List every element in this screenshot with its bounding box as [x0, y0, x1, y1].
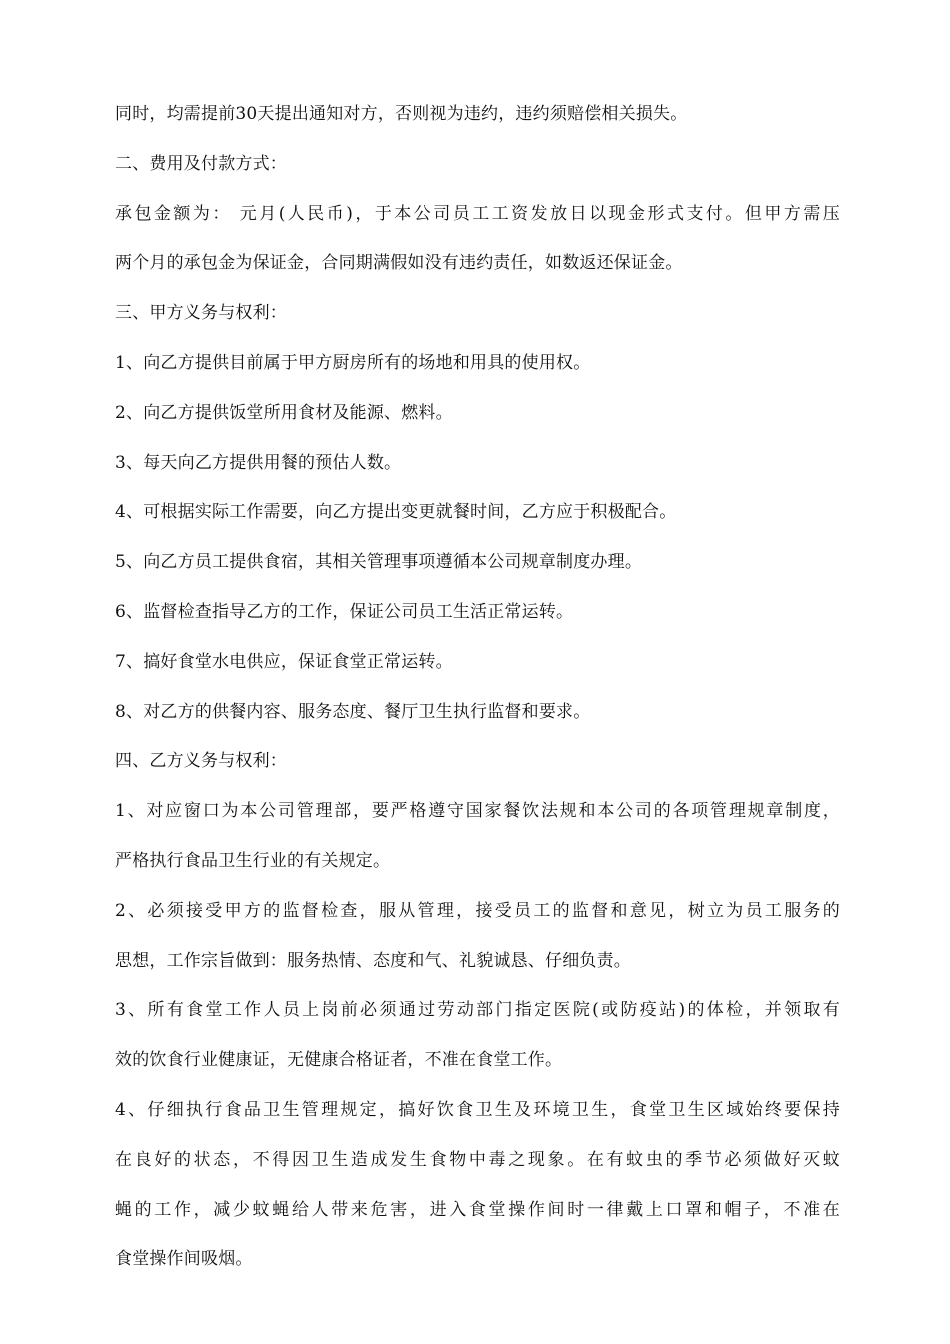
list-item: 1、对应窗口为本公司管理部，要严格遵守国家餐饮法规和本公司的各项管理规章制度， — [115, 801, 840, 822]
text-line: 承包金额为： 元月(人民币)，于本公司员工工资发放日以现金形式支付。但甲方需压 — [115, 203, 840, 224]
list-item: 2、向乙方提供饭堂所用食材及能源、燃料。 — [115, 402, 453, 423]
text-line: 同时，均需提前30天提出通知对方，否则视为违约，违约须赔偿相关损失。 — [115, 104, 688, 124]
section-heading-party-b: 四、乙方义务与权利： — [115, 751, 287, 772]
text-line: 思想，工作宗旨做到：服务热情、态度和气、礼貌诚恳、仔细负责。 — [115, 950, 631, 971]
section-heading-party-a: 三、甲方义务与权利： — [115, 303, 287, 324]
list-item: 2、必须接受甲方的监督检查，服从管理，接受员工的监督和意见，树立为员工服务的 — [115, 900, 840, 921]
text-line: 食堂操作间吸烟。 — [115, 1249, 253, 1270]
text-line: 严格执行食品卫生行业的有关规定。 — [115, 850, 391, 871]
text-line: 效的饮食行业健康证，无健康合格证者，不准在食堂工作。 — [115, 1050, 563, 1071]
list-item: 6、监督检查指导乙方的工作，保证公司员工生活正常运转。 — [115, 601, 574, 622]
list-item: 5、向乙方员工提供食宿，其相关管理事项遵循本公司规章制度办理。 — [115, 552, 643, 573]
text-line: 蝇的工作，减少蚊蝇给人带来危害，进入食堂操作间时一律戴上口罩和帽子，不准在 — [115, 1199, 840, 1220]
section-heading-fees: 二、费用及付款方式： — [115, 153, 287, 174]
list-item: 4、可根据实际工作需要，向乙方提出变更就餐时间，乙方应于积极配合。 — [115, 502, 677, 523]
list-item: 1、向乙方提供目前属于甲方厨房所有的场地和用具的使用权。 — [115, 352, 591, 373]
list-item: 3、所有食堂工作人员上岗前必须通过劳动部门指定医院(或防疫站)的体检，并领取有 — [115, 1000, 840, 1021]
list-item: 7、搞好食堂水电供应，保证食堂正常运转。 — [115, 651, 453, 672]
list-item: 8、对乙方的供餐内容、服务态度、餐厅卫生执行监督和要求。 — [115, 701, 591, 722]
text-line: 在良好的状态，不得因卫生造成发生食物中毒之现象。在有蚊虫的季节必须做好灭蚊 — [115, 1149, 840, 1170]
list-item: 4、仔细执行食品卫生管理规定，搞好饮食卫生及环境卫生，食堂卫生区域始终要保持 — [115, 1099, 840, 1120]
text-line: 两个月的承包金为保证金，合同期满假如没有违约责任，如数返还保证金。 — [115, 253, 683, 274]
document-body — [115, 96, 840, 1291]
list-item: 3、每天向乙方提供用餐的预估人数。 — [115, 452, 402, 473]
